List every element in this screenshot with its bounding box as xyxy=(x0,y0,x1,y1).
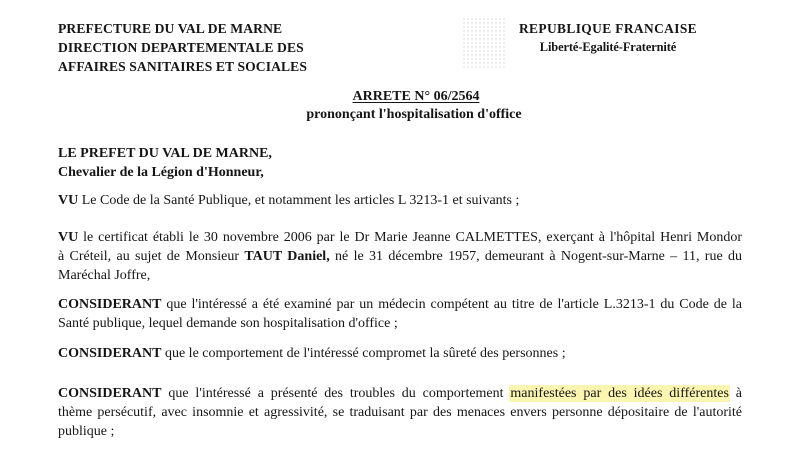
paragraph-text: le certificat établi le 30 novembre 2006 par le Dr Marie Jeanne CALMETTES, exerçant à l'hôpital Henri Mondor xyxy=(78,230,742,245)
paragraph-vu-certificate xyxy=(58,228,742,285)
highlighted-text: manifestées par des idées différentes xyxy=(510,386,729,401)
paragraph-text: que l'intéressé a été examiné par un médecin compétent au titre de l'article L.3213-1 du Code de la xyxy=(161,297,742,312)
paragraph-text: né le 31 décembre 1957, demeurant à Nogent-sur-Marne – 11, rue du xyxy=(329,249,743,264)
paragraph-considerant-safety xyxy=(58,344,742,363)
paragraph-text: Le Code de la Santé Publique, et notamment les articles L 3213-1 et suivants ; xyxy=(78,193,520,208)
authority-line: DIRECTION DEPARTEMENTALE DES xyxy=(58,40,304,55)
issuing-authority xyxy=(58,19,307,76)
paragraph-text: thème persécutif, avec insomnie et agressivité, se traduisant par des menaces envers personne dépositaire de l'autorité xyxy=(58,405,742,420)
prefect-title: LE PREFET DU VAL DE MARNE, xyxy=(58,146,272,161)
paragraph-lead: CONSIDERANT xyxy=(58,346,162,361)
paragraph-considerant-exam xyxy=(58,295,742,333)
paragraph-lead: CONSIDERANT xyxy=(58,386,162,401)
republic-name: REPUBLIQUE FRANCAISE xyxy=(518,21,697,36)
paragraph-text: publique ; xyxy=(58,424,115,439)
paragraph-considerant-behavior xyxy=(58,384,742,441)
paragraph-vu-code xyxy=(58,191,742,210)
paragraph-text: que l'intéressé a présenté des troubles du comportement xyxy=(161,386,511,401)
authority-line: PREFECTURE DU VAL DE MARNE xyxy=(58,21,283,36)
paragraph-text: Maréchal Joffre, xyxy=(58,268,151,283)
republic-motto: Liberté-Egalité-Fraternité xyxy=(539,40,677,54)
paragraph-lead: VU xyxy=(58,193,79,208)
authority-line: AFFAIRES SANITAIRES ET SOCIALES xyxy=(58,59,307,74)
paragraph-lead: VU xyxy=(58,230,79,245)
paragraph-text: Santé publique, lequel demande son hospitalisation d'office ; xyxy=(58,316,398,331)
paragraph-lead: CONSIDERANT xyxy=(58,297,162,312)
decree-subtitle: prononçant l'hospitalisation d'office xyxy=(306,107,522,122)
paragraph-text: à Créteil, au sujet de Monsieur xyxy=(58,249,245,264)
prefect-heading xyxy=(58,144,742,182)
republic-heading xyxy=(508,20,708,56)
paragraph-text: que le comportement de l'intéressé compromet la sûreté des personnes ; xyxy=(161,346,566,361)
patient-name: TAUT Daniel, xyxy=(244,249,330,264)
decree-title xyxy=(0,89,800,105)
scan-noise xyxy=(462,17,506,69)
decree-number: ARRETE N° 06/2564 xyxy=(352,89,480,104)
prefect-honor: Chevalier de la Légion d'Honneur, xyxy=(58,165,264,180)
paragraph-text: à xyxy=(728,386,742,401)
